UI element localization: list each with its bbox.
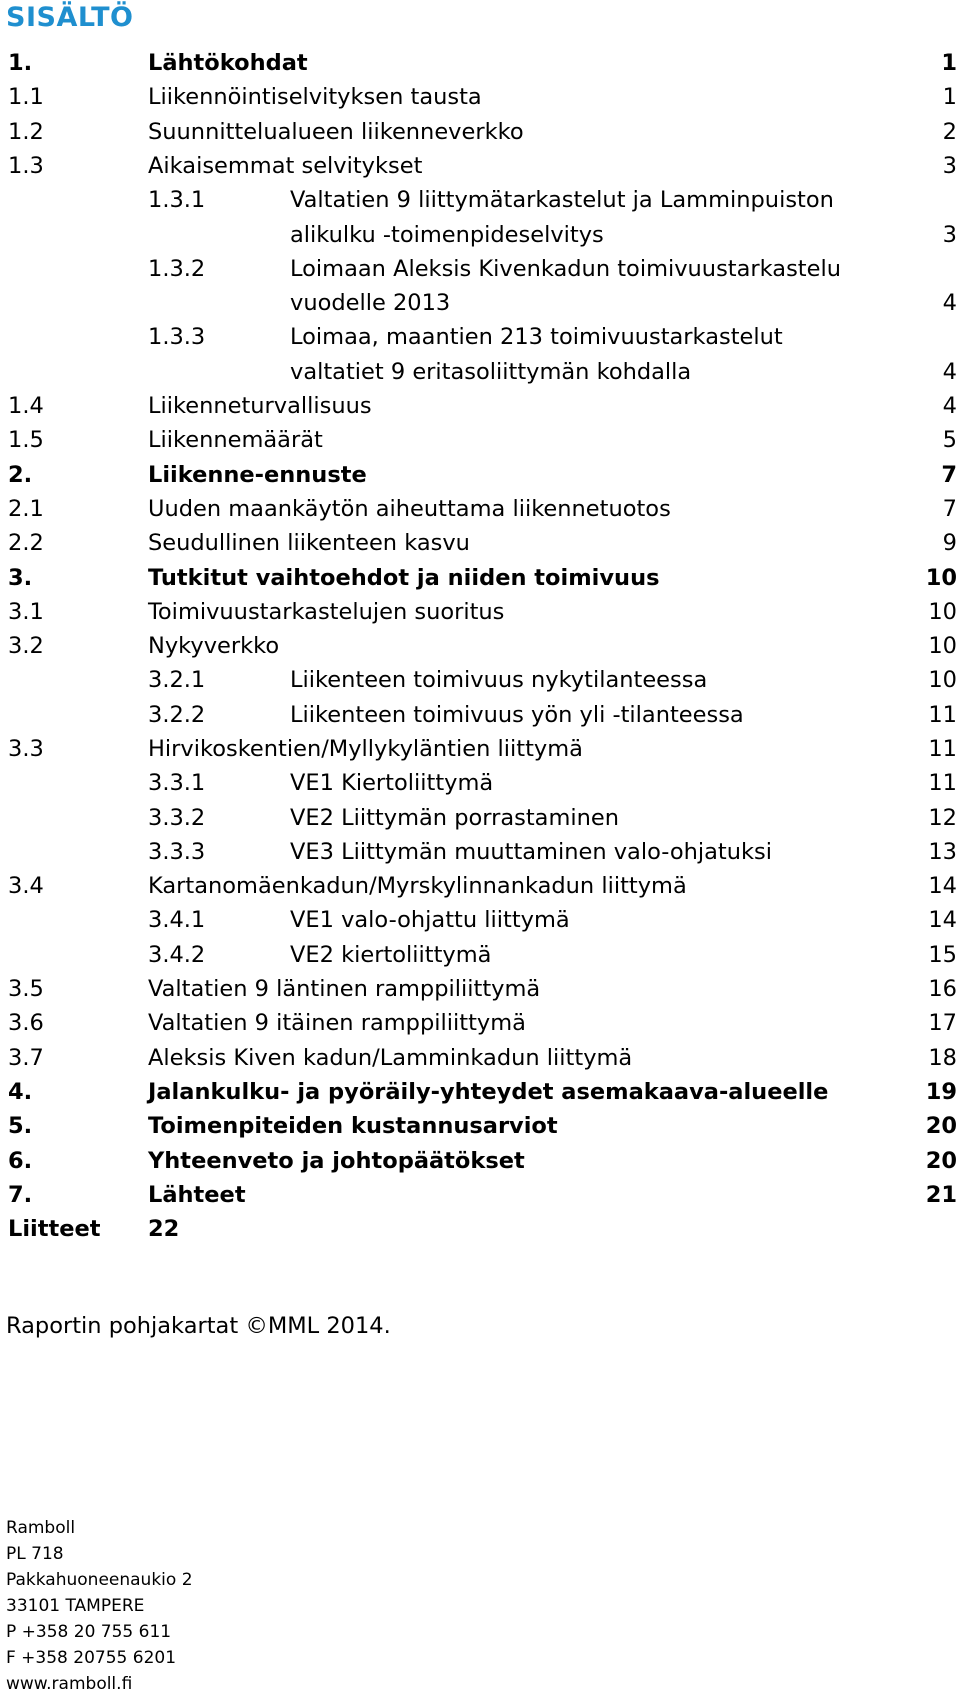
toc-entry-page: 16 [928, 976, 957, 1002]
toc-entry[interactable] [0, 1178, 960, 1212]
toc-entry-title: Aikaisemmat selvitykset [148, 153, 423, 179]
toc-entry-title: Liikenne-ennuste [148, 462, 367, 488]
toc-entry-page: 21 [925, 1182, 957, 1208]
toc-entry-title: Seudullinen liikenteen kasvu [148, 530, 470, 556]
toc-entry[interactable] [0, 698, 960, 732]
toc-entry-page: 18 [928, 1045, 957, 1071]
address-line: 33101 TAMPERE [6, 1596, 145, 1616]
address-line: PL 718 [6, 1544, 64, 1564]
toc-entry-page: 11 [928, 770, 957, 796]
toc-entry-title: Suunnittelualueen liikenneverkko [148, 119, 524, 145]
toc-entry-number: 3.3.2 [148, 805, 206, 831]
toc-entry-title: Valtatien 9 itäinen ramppiliittymä [148, 1010, 526, 1036]
toc-entry[interactable] [0, 1006, 960, 1040]
toc-entry-title: Kartanomäenkadun/Myrskylinnankadun liittymä [148, 873, 687, 899]
toc-entry[interactable] [0, 766, 960, 800]
toc-entry-title: Loimaan Aleksis Kivenkadun toimivuustarkastelu [290, 256, 841, 282]
toc-entry-number: 1.5 [8, 427, 44, 453]
address-line: P +358 20 755 611 [6, 1622, 172, 1642]
toc-entry[interactable] [0, 320, 960, 354]
toc-entry-number: 3.4.1 [148, 907, 206, 933]
toc-entry-number: 3.3 [8, 736, 44, 762]
toc-entry-page: 11 [928, 702, 957, 728]
toc-entry[interactable] [0, 869, 960, 903]
toc-entry[interactable] [0, 1144, 960, 1178]
toc-entry-title: Nykyverkko [148, 633, 280, 659]
toc-entry-page: 14 [928, 907, 957, 933]
toc-entry[interactable] [0, 732, 960, 766]
toc-entry[interactable] [0, 389, 960, 423]
toc-entry-number: 3.3.3 [148, 839, 206, 865]
toc-entry[interactable] [0, 561, 960, 595]
toc-entry-page: 3 [942, 153, 957, 179]
toc-entry-number: 1.3.2 [148, 256, 206, 282]
toc-entry[interactable] [0, 903, 960, 937]
toc-entry-page: 15 [928, 942, 957, 968]
toc-entry[interactable] [0, 1075, 960, 1109]
toc-entry[interactable] [0, 663, 960, 697]
toc-entry-page: 10 [928, 599, 957, 625]
toc-entry-title: Lähteet [148, 1182, 246, 1208]
toc-entry[interactable] [0, 286, 960, 320]
address-line: F +358 20755 6201 [6, 1648, 177, 1668]
toc-entry-page: 19 [925, 1079, 957, 1105]
company-address [6, 1515, 193, 1697]
toc-entry-title: VE2 kiertoliittymä [290, 942, 492, 968]
toc-entry-number: 3.3.1 [148, 770, 206, 796]
website-link[interactable]: www.ramboll.fi [6, 1674, 133, 1694]
toc-entry-page: 9 [942, 530, 957, 556]
toc-entry-page: 14 [928, 873, 957, 899]
toc-entry-title: alikulku -toimenpideselvitys [290, 222, 604, 248]
toc-entry-number: 1.1 [8, 84, 44, 110]
toc-entry[interactable] [0, 183, 960, 217]
toc-entry-title: Liikennemäärät [148, 427, 323, 453]
toc-entry-number: 3.4 [8, 873, 44, 899]
toc-entry[interactable] [0, 972, 960, 1006]
toc-entry-number: 1.3.1 [148, 187, 206, 213]
toc-entry[interactable] [0, 835, 960, 869]
toc-entry[interactable] [0, 218, 960, 252]
toc-entry-title: Valtatien 9 liittymätarkastelut ja Lamminpuiston [290, 187, 834, 213]
toc-entry-title: Valtatien 9 läntinen ramppiliittymä [148, 976, 541, 1002]
toc-entry-number: 3.5 [8, 976, 44, 1002]
toc-entry-page: 1 [942, 84, 957, 110]
toc-entry[interactable] [0, 492, 960, 526]
toc-entry-title: Yhteenveto ja johtopäätökset [148, 1148, 525, 1174]
toc-entry-title: Lähtökohdat [148, 50, 308, 76]
toc-entry-number: 3.2 [8, 633, 44, 659]
toc-entry-title: Aleksis Kiven kadun/Lamminkadun liittymä [148, 1045, 633, 1071]
toc-entry-number: 1. [8, 50, 33, 76]
toc-entry[interactable] [0, 115, 960, 149]
toc-entry-page: 4 [942, 359, 957, 385]
toc-entry-title: 22 [148, 1216, 180, 1242]
toc-entry-title: vuodelle 2013 [290, 290, 451, 316]
toc-entry-title: Uuden maankäytön aiheuttama liikennetuotos [148, 496, 671, 522]
toc-entry-number: Liitteet [8, 1216, 101, 1242]
toc-entry[interactable] [0, 1041, 960, 1075]
toc-entry-page: 11 [928, 736, 957, 762]
toc-heading: SISÄLTÖ [6, 2, 134, 33]
toc-entry-number: 3.2.1 [148, 667, 206, 693]
toc-entry-number: 3.6 [8, 1010, 44, 1036]
toc-entry-title: VE1 Kiertoliittymä [290, 770, 494, 796]
toc-entry-page: 17 [928, 1010, 957, 1036]
toc-entry-title: Hirvikoskentien/Myllykyläntien liittymä [148, 736, 583, 762]
toc-entry-number: 5. [8, 1113, 33, 1139]
address-line: Ramboll [6, 1518, 76, 1538]
toc-entry-title: Liikenteen toimivuus nykytilanteessa [290, 667, 708, 693]
toc-entry-page: 20 [925, 1148, 957, 1174]
toc-entry-number: 7. [8, 1182, 33, 1208]
toc-entry[interactable] [0, 526, 960, 560]
toc-entry-page: 3 [942, 222, 957, 248]
toc-entry-title: Liikennöintiselvityksen tausta [148, 84, 482, 110]
toc-entry[interactable] [0, 801, 960, 835]
toc-entry-title: Loimaa, maantien 213 toimivuustarkastelut [290, 324, 783, 350]
toc-entry[interactable] [0, 938, 960, 972]
toc-entry-page: 4 [942, 290, 957, 316]
toc-entry-title: VE1 valo-ohjattu liittymä [290, 907, 570, 933]
toc-entry-title: Jalankulku- ja pyöräily-yhteydet asemakaava-alueelle [148, 1079, 829, 1105]
toc-entry-page: 10 [928, 633, 957, 659]
toc-entry-number: 2.2 [8, 530, 44, 556]
toc-entry-number: 3.1 [8, 599, 44, 625]
map-credit: Raportin pohjakartat ©MML 2014. [6, 1313, 391, 1339]
toc-entry-number: 3. [8, 565, 33, 591]
toc-entry-number: 1.3.3 [148, 324, 206, 350]
toc-entry[interactable] [0, 46, 960, 80]
toc-entry-page: 2 [942, 119, 957, 145]
toc-entry[interactable] [0, 458, 960, 492]
toc-entry-page: 13 [928, 839, 957, 865]
toc-entry[interactable] [0, 252, 960, 286]
toc-entry-title: valtatiet 9 eritasoliittymän kohdalla [290, 359, 692, 385]
toc-entry-title: VE3 Liittymän muuttaminen valo-ohjatuksi [290, 839, 772, 865]
toc-entry[interactable] [0, 423, 960, 457]
toc-entry[interactable] [0, 149, 960, 183]
toc-entry-number: 6. [8, 1148, 33, 1174]
toc-entry-title: Toimivuustarkastelujen suoritus [148, 599, 505, 625]
toc-entry-title: Toimenpiteiden kustannusarviot [148, 1113, 558, 1139]
toc-entry-page: 7 [942, 496, 957, 522]
toc-entry-number: 3.7 [8, 1045, 44, 1071]
toc-entry-number: 2. [8, 462, 33, 488]
toc-entry[interactable] [0, 1109, 960, 1143]
toc-entry-number: 4. [8, 1079, 33, 1105]
toc-entry-title: Tutkitut vaihtoehdot ja niiden toimivuus [148, 565, 660, 591]
toc-entry-page: 1 [941, 50, 957, 76]
toc-entry[interactable] [0, 629, 960, 663]
toc-entry-title: Liikenneturvallisuus [148, 393, 372, 419]
toc-entry[interactable] [0, 595, 960, 629]
toc-entry-page: 5 [942, 427, 957, 453]
toc-entry-number: 2.1 [8, 496, 44, 522]
toc-entry-page: 12 [928, 805, 957, 831]
toc-entry[interactable] [0, 80, 960, 114]
toc-entry-page: 4 [942, 393, 957, 419]
toc-entry[interactable] [0, 355, 960, 389]
toc-entry-page: 10 [928, 667, 957, 693]
toc-entry-number: 3.4.2 [148, 942, 206, 968]
toc-entry-title: Liikenteen toimivuus yön yli -tilanteessa [290, 702, 744, 728]
toc-entry-page: 10 [925, 565, 957, 591]
toc-entry-page: 20 [925, 1113, 957, 1139]
toc-entry-number: 1.4 [8, 393, 44, 419]
address-line: Pakkahuoneenaukio 2 [6, 1570, 193, 1590]
toc-entry[interactable] [0, 1212, 960, 1246]
toc-entry-number: 3.2.2 [148, 702, 206, 728]
toc-entry-page: 7 [941, 462, 957, 488]
toc-entry-number: 1.3 [8, 153, 44, 179]
toc-entry-title: VE2 Liittymän porrastaminen [290, 805, 619, 831]
toc-entry-number: 1.2 [8, 119, 44, 145]
